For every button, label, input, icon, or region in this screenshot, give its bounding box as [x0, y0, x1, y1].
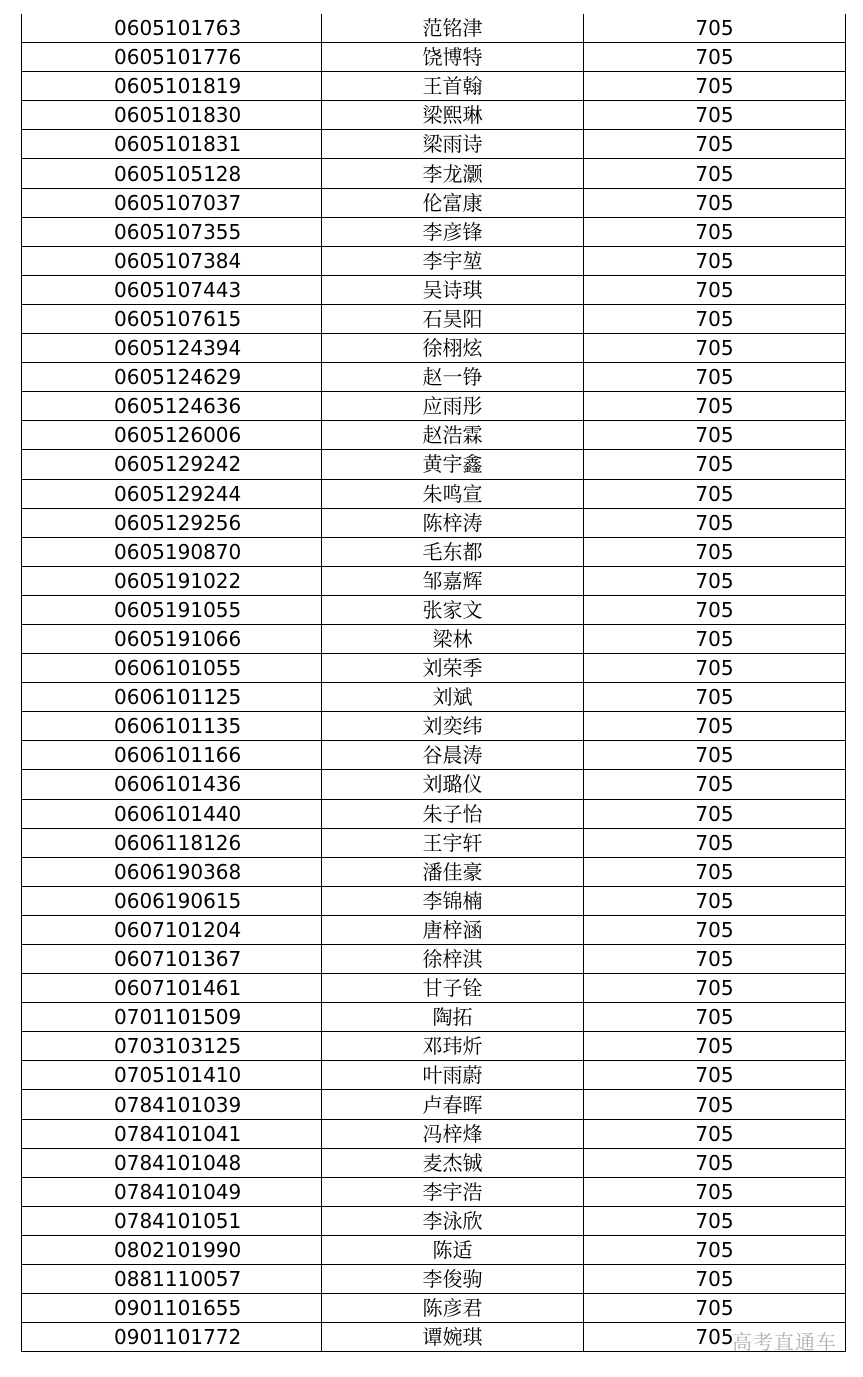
exam-number-cell: 0605191022	[22, 566, 322, 595]
student-name-cell: 徐梓淇	[322, 945, 584, 974]
student-name-cell: 陈适	[322, 1235, 584, 1264]
exam-number-cell: 0784101041	[22, 1119, 322, 1148]
table-row	[22, 159, 846, 188]
student-name-cell: 黄宇鑫	[322, 450, 584, 479]
table-row	[22, 828, 846, 857]
score-cell: 705	[584, 1294, 846, 1323]
exam-number-cell: 0784101049	[22, 1177, 322, 1206]
exam-number-cell: 0605124636	[22, 392, 322, 421]
exam-number-cell: 0605124629	[22, 363, 322, 392]
student-name-cell: 赵一铮	[322, 363, 584, 392]
score-cell: 705	[584, 1090, 846, 1119]
student-name-cell: 李锦楠	[322, 886, 584, 915]
table-row	[22, 595, 846, 624]
table-row	[22, 566, 846, 595]
exam-number-cell: 0802101990	[22, 1235, 322, 1264]
table-row	[22, 1177, 846, 1206]
student-name-cell: 甘子铨	[322, 974, 584, 1003]
score-cell: 705	[584, 1206, 846, 1235]
score-cell: 705	[584, 1032, 846, 1061]
score-cell: 705	[584, 101, 846, 130]
student-name-cell: 潘佳豪	[322, 857, 584, 886]
student-name-cell: 李宇浩	[322, 1177, 584, 1206]
student-name-cell: 饶博特	[322, 43, 584, 72]
score-cell: 705	[584, 334, 846, 363]
student-name-cell: 吴诗琪	[322, 275, 584, 304]
student-name-cell: 刘奕纬	[322, 712, 584, 741]
student-name-cell: 徐栩炫	[322, 334, 584, 363]
table-row	[22, 741, 846, 770]
exam-number-cell: 0606190368	[22, 857, 322, 886]
student-name-cell: 唐梓涵	[322, 915, 584, 944]
student-name-cell: 毛东都	[322, 537, 584, 566]
exam-number-cell: 0605101763	[22, 14, 322, 43]
table-row	[22, 1235, 846, 1264]
score-cell: 705	[584, 421, 846, 450]
exam-number-cell: 0607101461	[22, 974, 322, 1003]
student-name-cell: 邹嘉辉	[322, 566, 584, 595]
score-cell: 705	[584, 159, 846, 188]
score-cell: 705	[584, 1265, 846, 1294]
student-name-cell: 石昊阳	[322, 304, 584, 333]
exam-number-cell: 0606101135	[22, 712, 322, 741]
table-row	[22, 1119, 846, 1148]
exam-number-cell: 0605107355	[22, 217, 322, 246]
exam-number-cell: 0606101166	[22, 741, 322, 770]
exam-number-cell: 0605107615	[22, 304, 322, 333]
exam-number-cell: 0605105128	[22, 159, 322, 188]
score-cell: 705	[584, 1119, 846, 1148]
score-cell: 705	[584, 624, 846, 653]
exam-number-cell: 0607101367	[22, 945, 322, 974]
exam-number-cell: 0605124394	[22, 334, 322, 363]
student-name-cell: 朱子怡	[322, 799, 584, 828]
student-name-cell: 梁雨诗	[322, 130, 584, 159]
table-row	[22, 130, 846, 159]
table-row	[22, 363, 846, 392]
score-cell: 705	[584, 654, 846, 683]
table-row	[22, 421, 846, 450]
student-name-cell: 李彦锋	[322, 217, 584, 246]
exam-number-cell: 0703103125	[22, 1032, 322, 1061]
exam-number-cell: 0605107443	[22, 275, 322, 304]
exam-number-cell: 0605191066	[22, 624, 322, 653]
student-name-cell: 邓玮炘	[322, 1032, 584, 1061]
exam-number-cell: 0605101831	[22, 130, 322, 159]
student-name-cell: 赵浩霖	[322, 421, 584, 450]
table-row	[22, 1294, 846, 1323]
student-name-cell: 刘荣季	[322, 654, 584, 683]
score-cell: 705	[584, 915, 846, 944]
student-name-cell: 卢春晖	[322, 1090, 584, 1119]
exam-number-cell: 0605129256	[22, 508, 322, 537]
exam-number-cell: 0605101776	[22, 43, 322, 72]
table-row	[22, 1206, 846, 1235]
score-cell: 705	[584, 1235, 846, 1264]
score-cell: 705	[584, 886, 846, 915]
score-cell: 705	[584, 508, 846, 537]
score-cell: 705	[584, 945, 846, 974]
student-name-cell: 陶拓	[322, 1003, 584, 1032]
exam-number-cell: 0605107384	[22, 246, 322, 275]
exam-number-cell: 0784101039	[22, 1090, 322, 1119]
exam-number-cell: 0606101440	[22, 799, 322, 828]
student-name-cell: 梁熙琳	[322, 101, 584, 130]
score-cell: 705	[584, 363, 846, 392]
table-row	[22, 1032, 846, 1061]
student-name-cell: 李俊驹	[322, 1265, 584, 1294]
exam-number-cell: 0605107037	[22, 188, 322, 217]
student-name-cell: 朱鸣宣	[322, 479, 584, 508]
student-name-cell: 陈彦君	[322, 1294, 584, 1323]
table-row	[22, 246, 846, 275]
score-cell: 705	[584, 1061, 846, 1090]
exam-number-cell: 0784101051	[22, 1206, 322, 1235]
student-name-cell: 张家文	[322, 595, 584, 624]
exam-number-cell: 0606101055	[22, 654, 322, 683]
score-cell: 705	[584, 537, 846, 566]
score-cell: 705	[584, 1148, 846, 1177]
student-name-cell: 谭婉琪	[322, 1323, 584, 1352]
score-cell: 705	[584, 392, 846, 421]
table-row	[22, 1061, 846, 1090]
table-row	[22, 537, 846, 566]
score-cell: 705	[584, 974, 846, 1003]
score-cell: 705	[584, 1003, 846, 1032]
table-row	[22, 915, 846, 944]
table-row	[22, 334, 846, 363]
table-row	[22, 479, 846, 508]
student-name-cell: 冯梓烽	[322, 1119, 584, 1148]
exam-number-cell: 0901101655	[22, 1294, 322, 1323]
student-name-cell: 刘璐仪	[322, 770, 584, 799]
student-name-cell: 应雨彤	[322, 392, 584, 421]
table-row	[22, 1323, 846, 1352]
table-row	[22, 450, 846, 479]
score-cell: 705	[584, 275, 846, 304]
score-cell: 705	[584, 479, 846, 508]
exam-number-cell: 0606101125	[22, 683, 322, 712]
table-row	[22, 508, 846, 537]
student-name-cell: 陈梓涛	[322, 508, 584, 537]
exam-number-cell: 0605190870	[22, 537, 322, 566]
score-cell: 705	[584, 304, 846, 333]
table-row	[22, 14, 846, 43]
student-name-cell: 李龙灏	[322, 159, 584, 188]
table-row	[22, 945, 846, 974]
table-row	[22, 43, 846, 72]
score-cell: 705	[584, 246, 846, 275]
score-cell: 705	[584, 217, 846, 246]
student-name-cell: 王宇轩	[322, 828, 584, 857]
exam-number-cell: 0605126006	[22, 421, 322, 450]
table-row	[22, 72, 846, 101]
table-row	[22, 304, 846, 333]
student-name-cell: 王首翰	[322, 72, 584, 101]
score-cell: 705	[584, 188, 846, 217]
exam-number-cell: 0784101048	[22, 1148, 322, 1177]
table-row	[22, 857, 846, 886]
exam-number-cell: 0605129244	[22, 479, 322, 508]
student-name-cell: 梁林	[322, 624, 584, 653]
table-row	[22, 1265, 846, 1294]
score-cell: 705	[584, 450, 846, 479]
score-cell: 705	[584, 130, 846, 159]
score-cell: 705	[584, 72, 846, 101]
score-cell: 705	[584, 828, 846, 857]
score-cell: 705	[584, 712, 846, 741]
student-name-cell: 刘斌	[322, 683, 584, 712]
score-cell: 705	[584, 857, 846, 886]
exam-number-cell: 0701101509	[22, 1003, 322, 1032]
table-row	[22, 188, 846, 217]
score-cell: 705	[584, 1177, 846, 1206]
student-name-cell: 伦富康	[322, 188, 584, 217]
table-row	[22, 275, 846, 304]
student-name-cell: 麦杰铖	[322, 1148, 584, 1177]
score-cell: 705	[584, 566, 846, 595]
exam-number-cell: 0606118126	[22, 828, 322, 857]
student-name-cell: 叶雨蔚	[322, 1061, 584, 1090]
table-row	[22, 770, 846, 799]
table-row	[22, 654, 846, 683]
score-cell: 705	[584, 683, 846, 712]
table-row	[22, 799, 846, 828]
watermark-text: 高考直通车	[732, 1330, 837, 1354]
score-cell: 705	[584, 43, 846, 72]
table-row	[22, 101, 846, 130]
exam-number-cell: 0705101410	[22, 1061, 322, 1090]
table-row	[22, 1148, 846, 1177]
student-name-cell: 李宇堃	[322, 246, 584, 275]
table-row	[22, 624, 846, 653]
table-row	[22, 1090, 846, 1119]
table-row	[22, 1003, 846, 1032]
table-row	[22, 217, 846, 246]
exam-number-cell: 0881110057	[22, 1265, 322, 1294]
exam-number-cell: 0605129242	[22, 450, 322, 479]
score-cell: 705	[584, 595, 846, 624]
exam-number-cell: 0607101204	[22, 915, 322, 944]
exam-number-cell: 0606101436	[22, 770, 322, 799]
exam-number-cell: 0901101772	[22, 1323, 322, 1352]
exam-number-cell: 0605101830	[22, 101, 322, 130]
score-table-body	[22, 14, 846, 1352]
score-cell: 705	[584, 1323, 846, 1352]
exam-number-cell: 0606190615	[22, 886, 322, 915]
exam-number-cell: 0605191055	[22, 595, 322, 624]
table-row	[22, 974, 846, 1003]
table-row	[22, 712, 846, 741]
exam-number-cell: 0605101819	[22, 72, 322, 101]
table-row	[22, 683, 846, 712]
score-table	[21, 14, 846, 1352]
student-name-cell: 范铭津	[322, 14, 584, 43]
student-name-cell: 谷晨涛	[322, 741, 584, 770]
score-cell: 705	[584, 14, 846, 43]
score-cell: 705	[584, 799, 846, 828]
score-cell: 705	[584, 741, 846, 770]
student-name-cell: 李泳欣	[322, 1206, 584, 1235]
table-row	[22, 392, 846, 421]
table-row	[22, 886, 846, 915]
score-cell: 705	[584, 770, 846, 799]
